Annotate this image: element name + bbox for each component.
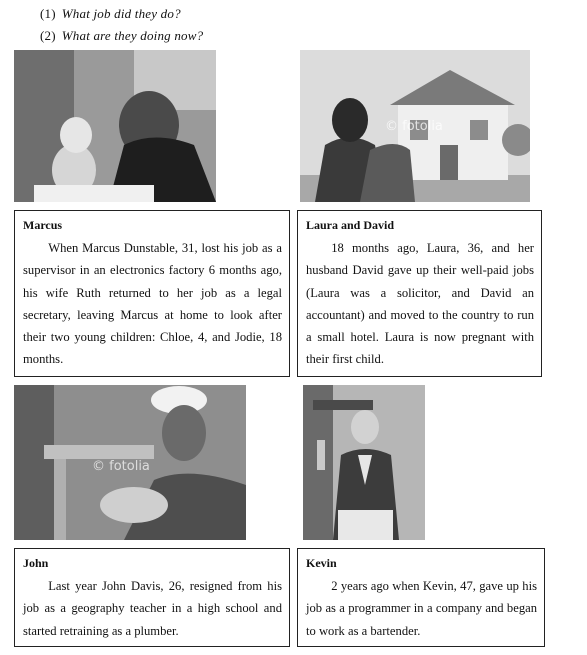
photo-laura-david-image bbox=[300, 50, 530, 202]
card-text: 18 months ago, Laura, 36, and her husband David gave up their well-paid jobs (Laura was a solicitor, and David an accountant) and moved to the country to run a small hotel. Laura is now pregnant with their first child. bbox=[306, 241, 534, 367]
watermark: © fotolia bbox=[92, 459, 150, 474]
question-2 bbox=[40, 28, 203, 44]
watermark: © fotolia bbox=[385, 119, 443, 134]
card-marcus bbox=[14, 210, 290, 377]
photo-laura-david bbox=[300, 50, 530, 202]
question-text: What are they doing now? bbox=[61, 28, 204, 43]
card-john bbox=[14, 548, 290, 647]
photo-kevin-image bbox=[303, 385, 425, 540]
card-text: When Marcus Dunstable, 31, lost his job as a supervisor in an electronics factory 6 months ago, his wife Ruth returned to her job as a legal secretary, leaving Marcus at home to look after their two young children: Chloe, 4, and Jodie, 18 months. bbox=[23, 241, 282, 367]
card-name: Kevin bbox=[306, 556, 337, 570]
photo-marcus bbox=[14, 50, 216, 202]
question-text: What job did they do? bbox=[61, 6, 181, 21]
card-text: Last year John Davis, 26, resigned from his job as a geography teacher in a high school and started retraining as a plumber. bbox=[23, 579, 282, 638]
card-name: Marcus bbox=[23, 218, 63, 232]
card-name: John bbox=[23, 556, 49, 570]
card-text: 2 years ago when Kevin, 47, gave up his job as a programmer in a company and began to work as a bartender. bbox=[306, 579, 537, 638]
card-kevin bbox=[297, 548, 545, 647]
question-1 bbox=[40, 6, 181, 22]
question-number: (2) bbox=[40, 28, 56, 43]
photo-kevin bbox=[303, 385, 425, 540]
photo-john-image bbox=[14, 385, 246, 540]
question-number: (1) bbox=[40, 6, 56, 21]
photo-marcus-image bbox=[14, 50, 216, 202]
photo-john bbox=[14, 385, 246, 540]
card-name: Laura and David bbox=[306, 218, 395, 232]
card-laura-david bbox=[297, 210, 542, 377]
